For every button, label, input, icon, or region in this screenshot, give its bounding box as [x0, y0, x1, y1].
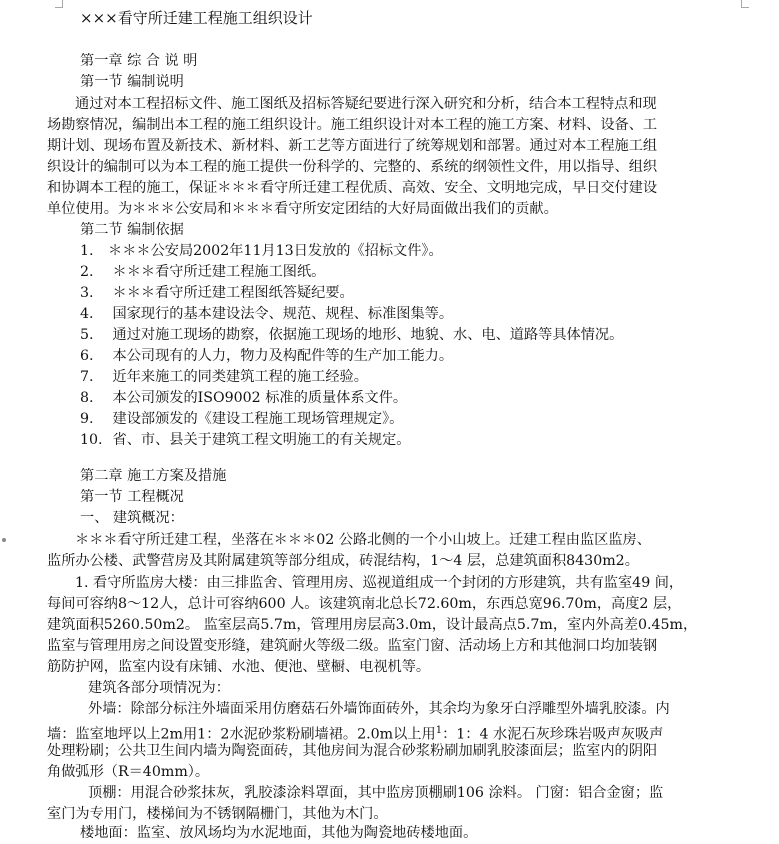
- list-item-text: 本公司现有的人力，物力及构配件等的生产加工能力。: [108, 348, 454, 364]
- chapter2-section1-heading: 第一节 工程概况: [80, 489, 184, 505]
- paragraph-line: 和协调本工程的施工，保证＊＊＊看守所迁建工程优质、高效、安全、文明地完成，早日交付建设: [47, 180, 658, 196]
- list-item-number: 4.: [80, 306, 94, 322]
- list-item: [80, 346, 453, 367]
- list-item-number: 1.: [80, 243, 94, 259]
- list-item: [80, 262, 325, 283]
- list-item: [80, 325, 623, 346]
- finishes-heading: 建筑各部分项情况为：: [88, 680, 230, 696]
- paragraph-line: 监所办公楼、武警营房及其附属建筑等部分组成，砖混结构，1～4 层，总建筑面积8430m2。: [47, 553, 639, 569]
- list-item-number: 10.: [80, 432, 103, 448]
- list-item: [80, 430, 410, 451]
- paragraph-line: 监室与管理用房之间设置变形缝，建筑耐火等级二级。监室门窗、活动场上方和其他洞口均加装钢: [47, 638, 658, 654]
- list-item-number: 6.: [80, 348, 94, 364]
- paragraph-line-part: 墙：监室地坪以上2m用1：2水泥砂浆粉刷墙裙。2.0m以上用: [47, 726, 436, 743]
- paragraph-line: 1. 看守所监房大楼：由三排监舍、管理用房、巡视道组成一个封闭的方形建筑，共有监室49 间，: [75, 575, 684, 591]
- list-item-number: 8.: [80, 390, 94, 406]
- list-item-text: 国家现行的基本建设法令、规范、规程、标准图集等。: [108, 306, 454, 322]
- chapter2-heading: 第二章 施工方案及措施: [80, 468, 227, 484]
- list-item: [80, 388, 407, 409]
- list-item: [80, 283, 354, 304]
- list-item-text: ＊＊＊看守所迁建工程施工图纸。: [108, 264, 326, 280]
- list-item: [80, 367, 368, 388]
- paragraph-line: 建筑面积5260.50m2。 监室层高5.7m，管理用房层高3.0m，设计最高点5.7m，室内外高差0.45m，: [47, 617, 698, 633]
- superscript-mark: 1: [435, 725, 443, 736]
- paragraph-line-part: ：1：4 水泥石灰珍珠岩吸声灰吸声: [442, 726, 664, 743]
- paragraph-line: 处理粉刷；公共卫生间内墙为陶瓷面砖，其他房间为混合砂浆粉刷加刷乳胶漆面层；监室内的阴阳: [47, 743, 658, 759]
- building-overview-heading: 一、 建筑概况：: [80, 510, 184, 526]
- list-item-text: 通过对施工现场的勘察，依据施工现场的地形、地貌、水、电、道路等具体情况。: [108, 327, 624, 343]
- paragraph-line: 外墙：除部分标注外墙面采用仿磨菇石外墙饰面砖外，其余均为象牙白浮雕型外墙乳胶漆。内: [88, 701, 670, 717]
- chapter1-heading: 第一章 综 合 说 明: [80, 53, 198, 69]
- list-item-number: 5.: [80, 327, 94, 343]
- list-item-text: ＊＊＊看守所迁建工程图纸答疑纪要。: [108, 285, 354, 301]
- paragraph-line: 织设计的编制可以为本工程的施工提供一份科学的、完整的、系统的纲领性文件，用以指导、组织: [47, 159, 658, 175]
- paragraph-line: 期计划、现场布置及新技术、新材料、新工艺等方面进行了统筹规划和部署。通过对本工程施工组: [47, 138, 658, 154]
- list-item: [80, 409, 403, 430]
- paragraph-line: 筋防护网，监室内设有床铺、水池、便池、壁橱、电视机等。: [47, 659, 431, 675]
- paragraph-line: 楼地面：监室、放风场均为水泥地面，其他为陶瓷地砖楼地面。: [80, 825, 478, 841]
- list-item-text: 本公司颁发的ISO9002 标准的质量体系文件。: [108, 390, 408, 406]
- list-item-number: 3.: [80, 285, 94, 301]
- paragraph-line: 单位使用。为＊＊＊公安局和＊＊＊看守所安定团结的大好局面做出我们的贡献。: [47, 201, 558, 217]
- list-item: [80, 241, 443, 262]
- paragraph-line: ＊＊＊看守所迁建工程，坐落在＊＊＊02 公路北侧的一个小山坡上。迁建工程由监区监房、: [75, 532, 651, 548]
- paragraph-line: 每间可容纳8～12人，总计可容纳600 人。该建筑南北总长72.60m，东西总宽96.70m，高度2 层，: [47, 596, 682, 612]
- list-item-text: ＊＊＊公安局2002年11月13日发放的《招标文件》。: [108, 243, 443, 259]
- list-item-number: 7.: [80, 369, 94, 385]
- document-title: ×××看守所迁建工程施工组织设计: [80, 9, 313, 27]
- chapter1-section1-heading: 第一节 编制说明: [80, 74, 184, 90]
- paragraph-line: 通过对本工程招标文件、施工图纸及招标答疑纪要进行深入研究和分析，结合本工程特点和现: [75, 96, 657, 112]
- list-item-text: 近年来施工的同类建筑工程的施工经验。: [108, 369, 368, 385]
- paragraph-line: 角做弧形（R＝40mm）。: [47, 764, 210, 780]
- list-item-text: 建设部颁发的《建设工程施工现场管理规定》。: [108, 411, 404, 427]
- paragraph-line: 室门为专用门，楼梯间为不锈钢隔栅门，其他为木门。: [47, 806, 388, 822]
- list-item-number: 2.: [80, 264, 94, 280]
- paragraph-line: 场勘察情况，编制出本工程的施工组织设计。施工组织设计对本工程的施工方案、材料、设备、工: [47, 117, 658, 133]
- list-item: [80, 304, 453, 325]
- list-item-number: 9.: [80, 411, 94, 427]
- chapter1-section2-heading: 第二节 编制依据: [80, 222, 184, 238]
- list-item-text: 省、市、县关于建筑工程文明施工的有关规定。: [108, 432, 411, 448]
- paragraph-line: [47, 720, 663, 741]
- paragraph-line: 顶棚：用混合砂浆抹灰，乳胶漆涂料罩面，其中监房顶棚刷106 涂料。 门窗：铝合金窗；监: [88, 785, 664, 801]
